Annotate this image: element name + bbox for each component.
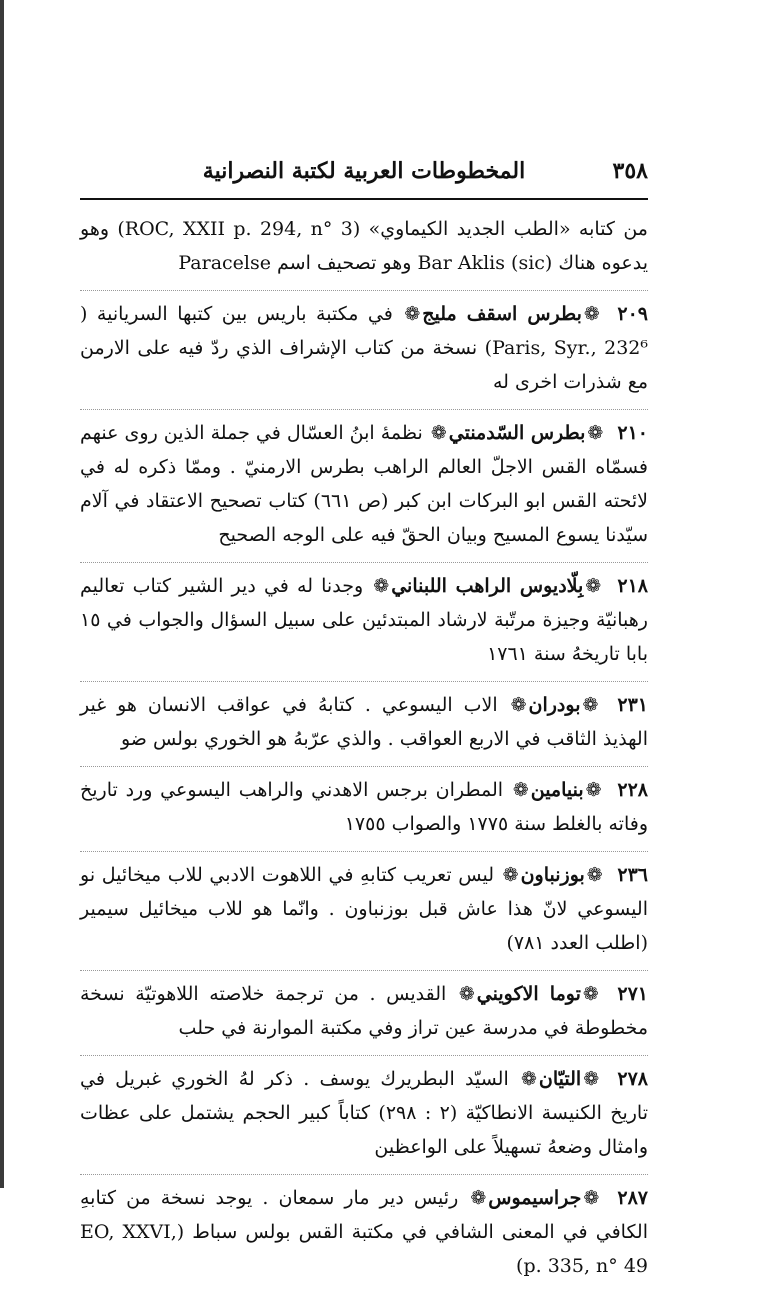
entry-218 (80, 562, 648, 681)
page-body (80, 206, 648, 1293)
entry-number: ٢٠٩ (617, 303, 648, 325)
entry-continued (80, 206, 648, 290)
entry-number: ٢١٠ (617, 422, 648, 444)
entry-text: نظمهٔ ابنُ العسّال في جملة الذين روى عنهم فسمّاه القس الاجلّ العالم الراهب بطرس الارمنيّ . وممّا ذكره له في لائحته القس ابو البركات ابن كبر (ص ٦٦١) كتاب تصحيح الاعتقاد في آلام سيّدنا يسوع المسيح وبيان الحقّ فيه على الوجه الصحيح (80, 422, 648, 546)
entry-209 (80, 290, 648, 409)
ornament-icon: ❁ (373, 575, 390, 597)
entry-287 (80, 1174, 648, 1293)
entry-number: ٢٧١ (617, 983, 648, 1005)
ornament-icon: ❁ (510, 694, 527, 716)
entry-number: ٢٧٨ (617, 1068, 649, 1090)
ornament-icon: ❁ (583, 1068, 600, 1090)
entry-number: ٢١٨ (617, 575, 648, 597)
ornament-icon: ❁ (470, 1187, 487, 1209)
header-rule (80, 198, 648, 200)
entry-278 (80, 1055, 648, 1174)
entry-236 (80, 851, 648, 970)
entry-number: ٢٢٨ (617, 779, 648, 801)
entry-number: ٢٣٦ (617, 864, 648, 886)
ornament-icon: ❁ (585, 575, 602, 597)
entry-name: بنيامين (530, 779, 584, 801)
ornament-icon: ❁ (587, 422, 604, 444)
page-left-edge (0, 0, 4, 1188)
entry-name: بودران (528, 694, 581, 716)
entry-name: بطرس اسقف مليج (422, 303, 582, 325)
ornament-icon: ❁ (585, 779, 602, 801)
entry-text: الاب اليسوعي . كتابهُ في عواقب الانسان هو غير الهذيذ الثاقب في الاربع العواقب . والذي عرّبهُ هو الخوري بولس ضو (80, 694, 648, 750)
entry-name: جراسيموس (488, 1187, 582, 1209)
entry-231 (80, 681, 648, 766)
ornament-icon: ❁ (583, 303, 600, 325)
ornament-icon: ❁ (586, 864, 603, 886)
ornament-icon: ❁ (582, 694, 599, 716)
entry-text: من كتابه «الطب الجديد الكيماوي» (ROC, XXII p. 294, n° 3) وهو يدعوه هناك Bar Aklis (sic) وهو تصحيف اسم Paracelse (80, 218, 648, 274)
ornament-icon: ❁ (582, 983, 599, 1005)
entry-name: توما الاكويني (476, 983, 581, 1005)
entry-text: المطران برجس الاهدني والراهب اليسوعي ورد تاريخ وفاته بالغلط سنة ١٧٧٥ والصواب ١٧٥٥ (80, 779, 648, 835)
entry-name: التيّان (538, 1068, 582, 1090)
ornament-icon: ❁ (458, 983, 475, 1005)
entry-text: القديس . من ترجمة خلاصته اللاهوتيّة نسخة مخطوطة في مدرسة عين تراز وفي مكتبة الموارنة في حلب (80, 983, 648, 1039)
ornament-icon: ❁ (512, 779, 529, 801)
entry-228 (80, 766, 648, 851)
entry-text: السيّد البطريرك يوسف . ذكر لهُ الخوري غبريل في تاريخ الكنيسة الانطاكيّة (٢ : ٢٩٨) كتاباً كبير الحجم يشتمل على عظات وامثال وضعهُ تسهيلاً على الواعظين (80, 1068, 649, 1158)
entry-name: بوزنباون (520, 864, 585, 886)
entry-210 (80, 409, 648, 562)
entry-name: بطرس السّدمنتي (448, 422, 586, 444)
running-title: المخطوطات العربية لكتبة النصرانية (202, 158, 526, 184)
entry-text: في مكتبة باريس بين كتبها السريانية ( Paris, Syr., 232⁶) نسخة من كتاب الإشراف الذي ردّ فيه على الارمن مع شذرات اخرى له (80, 303, 648, 393)
page-number: ٣٥٨ (612, 158, 648, 184)
page-header (80, 158, 648, 194)
entry-text: ليس تعريب كتابهِ في اللاهوت الادبي للاب ميخائيل نو اليسوعي لانّ هذا عاش قبل بوزنباون . وانّما هو للاب ميخائيل سيمير (اطلب العدد ٧٨١) (80, 864, 648, 954)
entry-271 (80, 970, 648, 1055)
ornament-icon: ❁ (430, 422, 447, 444)
entry-number: ٢٣١ (617, 694, 649, 716)
ornament-icon: ❁ (583, 1187, 600, 1209)
ornament-icon: ❁ (404, 303, 421, 325)
entry-text: وجدنا له في دير الشير كتاب تعاليم رهبانيّة وجيزة مرتّبة لارشاد المبتدئين على سبيل السؤال والجواب في ١٥ بابا تاريخهُ سنة ١٧٦١ (80, 575, 648, 665)
entry-number: ٢٨٧ (617, 1187, 649, 1209)
entry-text: رئيس دير مار سمعان . يوجد نسخة من كتابهِ الكافي في المعنى الشافي في مكتبة القس بولس سباط (EO, XXVI, p. 335, n° 49) (80, 1187, 649, 1277)
entry-name: بِلّاديوس الراهب اللبناني (391, 575, 584, 597)
ornament-icon: ❁ (521, 1068, 537, 1090)
ornament-icon: ❁ (502, 864, 519, 886)
